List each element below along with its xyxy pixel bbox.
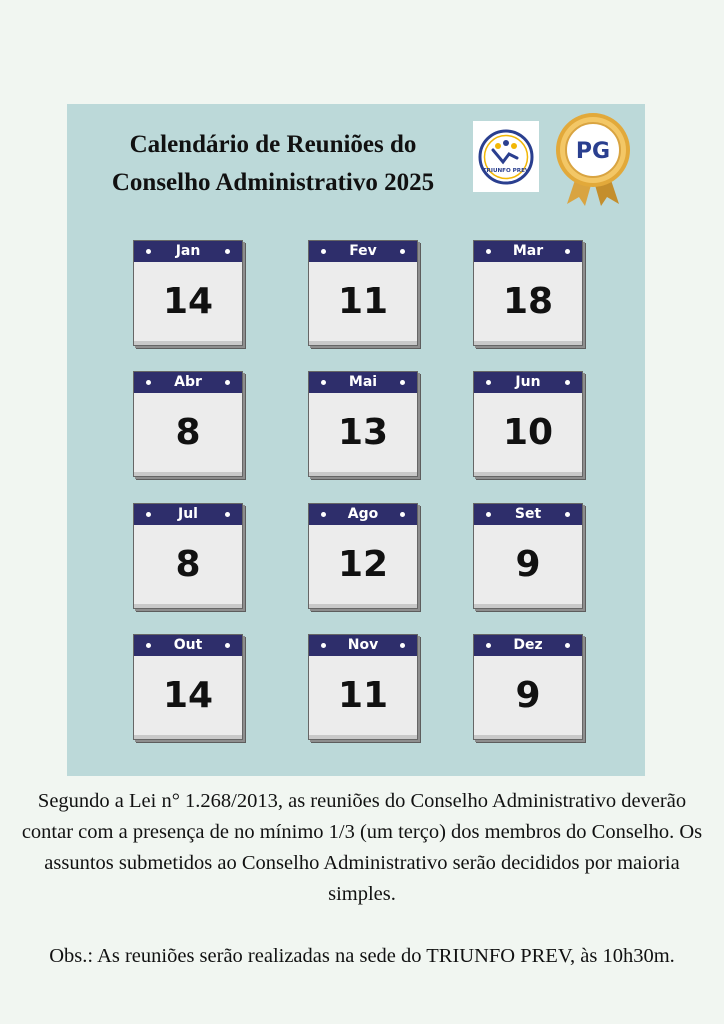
calendar-month: Out — [173, 637, 203, 653]
binder-ring-icon — [400, 249, 405, 254]
calendar-month: Fev — [349, 243, 377, 259]
calendar-month-header — [134, 504, 242, 525]
calendar-month-header — [134, 372, 242, 393]
binder-ring-icon — [486, 643, 491, 648]
calendar-card-ago — [308, 503, 418, 609]
calendar-page-edge — [309, 604, 417, 608]
calendar-page-edge — [474, 604, 582, 608]
binder-ring-icon — [146, 643, 151, 648]
legal-description: Segundo a Lei n° 1.268/2013, as reuniões do Conselho Administrativo deverão contar com a presença de no mínimo 1/3 (um terço) dos membros do Conselho. Os assuntos submetidos ao Conselho Administrativo serão decididos por maioria simples. — [21, 790, 703, 905]
binder-ring-icon — [321, 380, 326, 385]
title-line-1: Calendário de Reuniões do — [129, 131, 417, 158]
calendar-day: 12 — [337, 544, 389, 585]
calendar-card-jun — [473, 371, 583, 477]
calendar-month: Nov — [347, 637, 379, 653]
triunfo-prev-logo-icon — [477, 128, 535, 186]
calendar-card-mar — [473, 240, 583, 346]
calendar-day: 8 — [175, 412, 201, 453]
binder-ring-icon — [565, 512, 570, 517]
calendar-card-set — [473, 503, 583, 609]
calendar-day: 13 — [337, 412, 389, 453]
calendar-month-header — [309, 504, 417, 525]
binder-ring-icon — [486, 512, 491, 517]
body-text — [0, 786, 724, 972]
calendar-month-header — [474, 635, 582, 656]
calendar-day: 10 — [502, 412, 554, 453]
title-line-2: Conselho Administrativo 2025 — [111, 169, 435, 196]
binder-ring-icon — [321, 249, 326, 254]
calendar-month: Mar — [512, 243, 544, 259]
calendar-month: Abr — [174, 374, 202, 390]
binder-ring-icon — [225, 380, 230, 385]
binder-ring-icon — [400, 380, 405, 385]
calendar-month-header — [134, 241, 242, 262]
binder-ring-icon — [565, 380, 570, 385]
binder-ring-icon — [225, 643, 230, 648]
binder-ring-icon — [146, 380, 151, 385]
binder-ring-icon — [146, 249, 151, 254]
calendar-page-edge — [134, 735, 242, 739]
calendar-card-mai — [308, 371, 418, 477]
binder-ring-icon — [400, 643, 405, 648]
binder-ring-icon — [225, 512, 230, 517]
calendar-day: 11 — [337, 675, 389, 716]
calendar-page-edge — [309, 735, 417, 739]
binder-ring-icon — [321, 643, 326, 648]
calendar-card-jul — [133, 503, 243, 609]
calendar-month-header — [309, 372, 417, 393]
calendar-day: 14 — [162, 281, 214, 322]
binder-ring-icon — [486, 380, 491, 385]
calendar-day: 8 — [175, 544, 201, 585]
calendar-month-header — [309, 241, 417, 262]
calendar-day: 9 — [515, 675, 541, 716]
calendar-month-header — [474, 504, 582, 525]
calendar-card-jan — [133, 240, 243, 346]
binder-ring-icon — [225, 249, 230, 254]
calendar-card-nov — [308, 634, 418, 740]
pro-gestao-seal-icon — [553, 108, 633, 208]
binder-ring-icon — [146, 512, 151, 517]
calendar-page-edge — [474, 472, 582, 476]
calendar-page-edge — [134, 472, 242, 476]
binder-ring-icon — [486, 249, 491, 254]
calendar-page-edge — [309, 472, 417, 476]
calendar-card-abr — [133, 371, 243, 477]
calendar-page-edge — [474, 735, 582, 739]
calendar-month-header — [134, 635, 242, 656]
binder-ring-icon — [565, 643, 570, 648]
calendar-page-edge — [309, 341, 417, 345]
logo-text: TRIUNFO PREV — [482, 167, 530, 174]
calendar-day: 9 — [515, 544, 541, 585]
calendar-month-header — [309, 635, 417, 656]
calendar-day: 18 — [502, 281, 554, 322]
binder-ring-icon — [400, 512, 405, 517]
calendar-page-edge — [134, 341, 242, 345]
location-observation: Obs.: As reuniões serão realizadas na sede do TRIUNFO PREV, às 10h30m. — [49, 945, 675, 967]
calendar-month: Jun — [515, 374, 541, 390]
calendar-month: Mai — [348, 374, 378, 390]
calendar-card-fev — [308, 240, 418, 346]
calendar-page-edge — [474, 341, 582, 345]
calendar-month: Ago — [347, 506, 379, 522]
seal-monogram: PG — [575, 139, 611, 164]
binder-ring-icon — [565, 249, 570, 254]
calendar-day: 11 — [337, 281, 389, 322]
calendar-card-dez — [473, 634, 583, 740]
page-title — [87, 126, 459, 202]
calendar-panel — [67, 104, 645, 776]
calendar-month: Jul — [178, 506, 198, 522]
binder-ring-icon — [321, 512, 326, 517]
calendar-month: Set — [514, 506, 542, 522]
calendar-page-edge — [134, 604, 242, 608]
calendar-month: Jan — [175, 243, 201, 259]
calendar-card-out — [133, 634, 243, 740]
calendar-month-header — [474, 241, 582, 262]
calendar-month-header — [474, 372, 582, 393]
calendar-month: Dez — [513, 637, 543, 653]
triunfo-prev-logo — [473, 121, 539, 192]
calendar-day: 14 — [162, 675, 214, 716]
